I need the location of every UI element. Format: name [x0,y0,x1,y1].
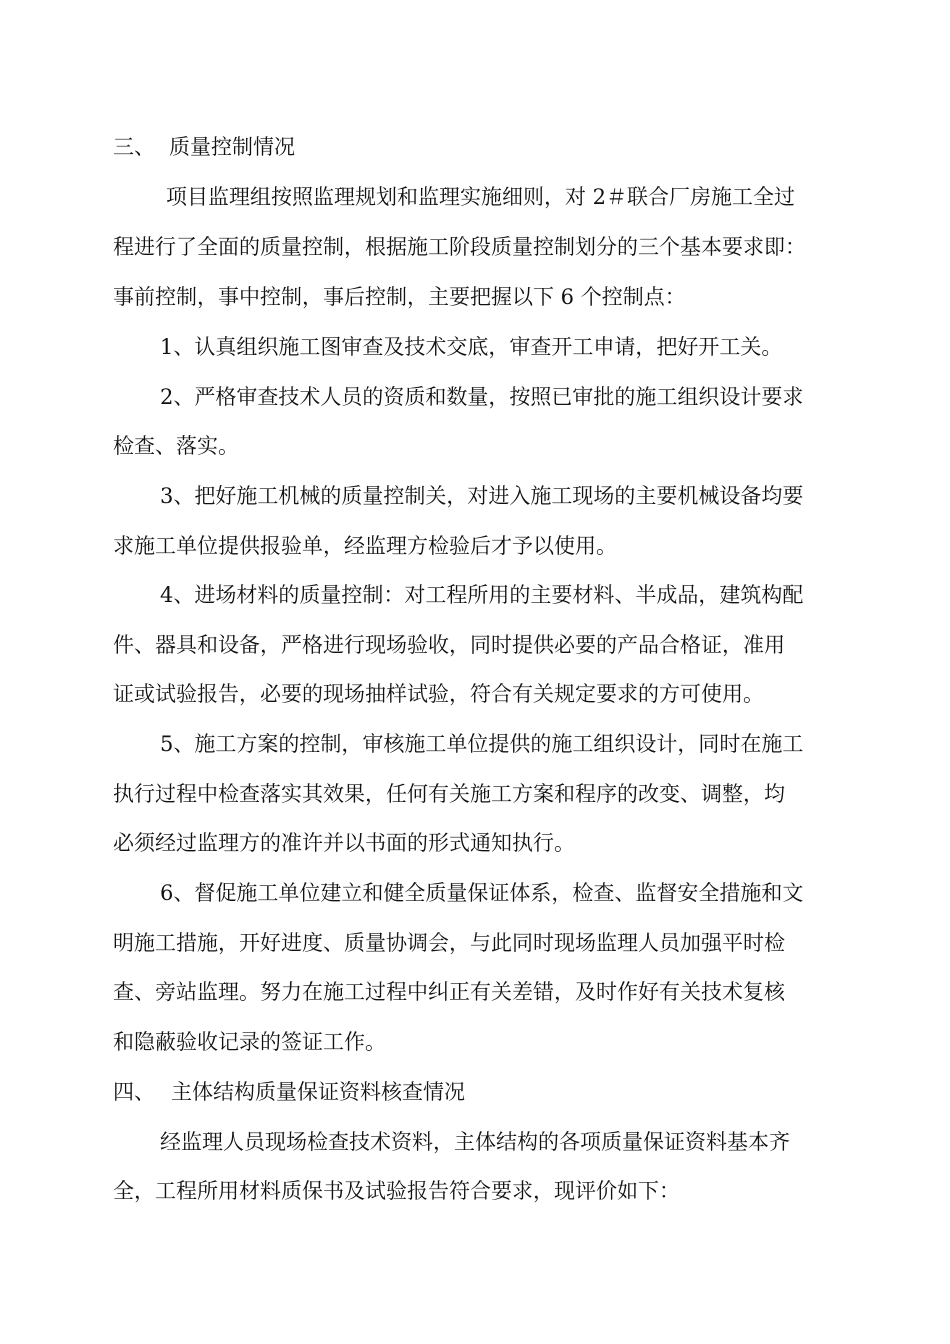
item-2-line-1: 2、严格审查技术人员的资质和数量，按照已审批的施工组织设计要求 [160,385,804,409]
closing-line-1: 经监理人员现场检查技术资料，主体结构的各项质量保证资料基本齐 [160,1130,790,1154]
section-4-title: 主体结构质量保证资料核查情况 [171,1080,465,1104]
item-2-line-2: 检查、落实。 [113,434,239,458]
intro-line-2: 程进行了全面的质量控制，根据施工阶段质量控制划分的三个基本要求即： [113,235,806,259]
item-6-line-3: 查、旁站监理。努力在施工过程中纠正有关差错，及时作好有关技术复核 [113,980,785,1004]
item-6-line-1: 6、督促施工单位建立和健全质量保证体系，检查、监督安全措施和文 [160,881,804,905]
section-4-number: 四、 [113,1080,155,1104]
item-3-line-2: 求施工单位提供报验单，经监理方检验后才予以使用。 [113,534,617,558]
item-5-line-2: 执行过程中检查落实其效果，任何有关施工方案和程序的改变、调整，均 [113,782,785,806]
intro-line-3: 事前控制，事中控制，事后控制，主要把握以下 6 个控制点： [113,285,686,309]
section-4-heading [113,1078,465,1106]
item-4-line-1: 4、进场材料的质量控制：对工程所用的主要材料、半成品，建筑构配 [160,583,804,607]
item-6-line-4: 和隐蔽验收记录的签证工作。 [113,1030,386,1054]
item-5-line-1: 5、施工方案的控制，审核施工单位提供的施工组织设计，同时在施工 [160,732,804,756]
item-6-line-2: 明施工措施，开好进度、质量协调会，与此同时现场监理人员加强平时检 [113,931,785,955]
closing-line-2: 全，工程所用材料质保书及试验报告符合要求，现评价如下： [113,1179,680,1203]
section-3-number: 三、 [113,135,155,159]
intro-line-1: 项目监理组按照监理规划和监理实施细则，对 2＃联合厂房施工全过 [166,185,796,209]
item-3-line-1: 3、把好施工机械的质量控制关，对进入施工现场的主要机械设备均要 [160,484,804,508]
section-3-title: 质量控制情况 [169,135,295,159]
item-4-line-2: 件、器具和设备，严格进行现场验收，同时提供必要的产品合格证，准用 [113,633,785,657]
section-3-heading [113,133,295,161]
item-5-line-3: 必须经过监理方的准许并以书面的形式通知执行。 [113,831,575,855]
item-4-line-3: 证或试验报告，必要的现场抽样试验，符合有关规定要求的方可使用。 [113,682,764,706]
item-1-line-1: 1、认真组织施工图审查及技术交底，审查开工申请，把好开工关。 [160,335,783,359]
